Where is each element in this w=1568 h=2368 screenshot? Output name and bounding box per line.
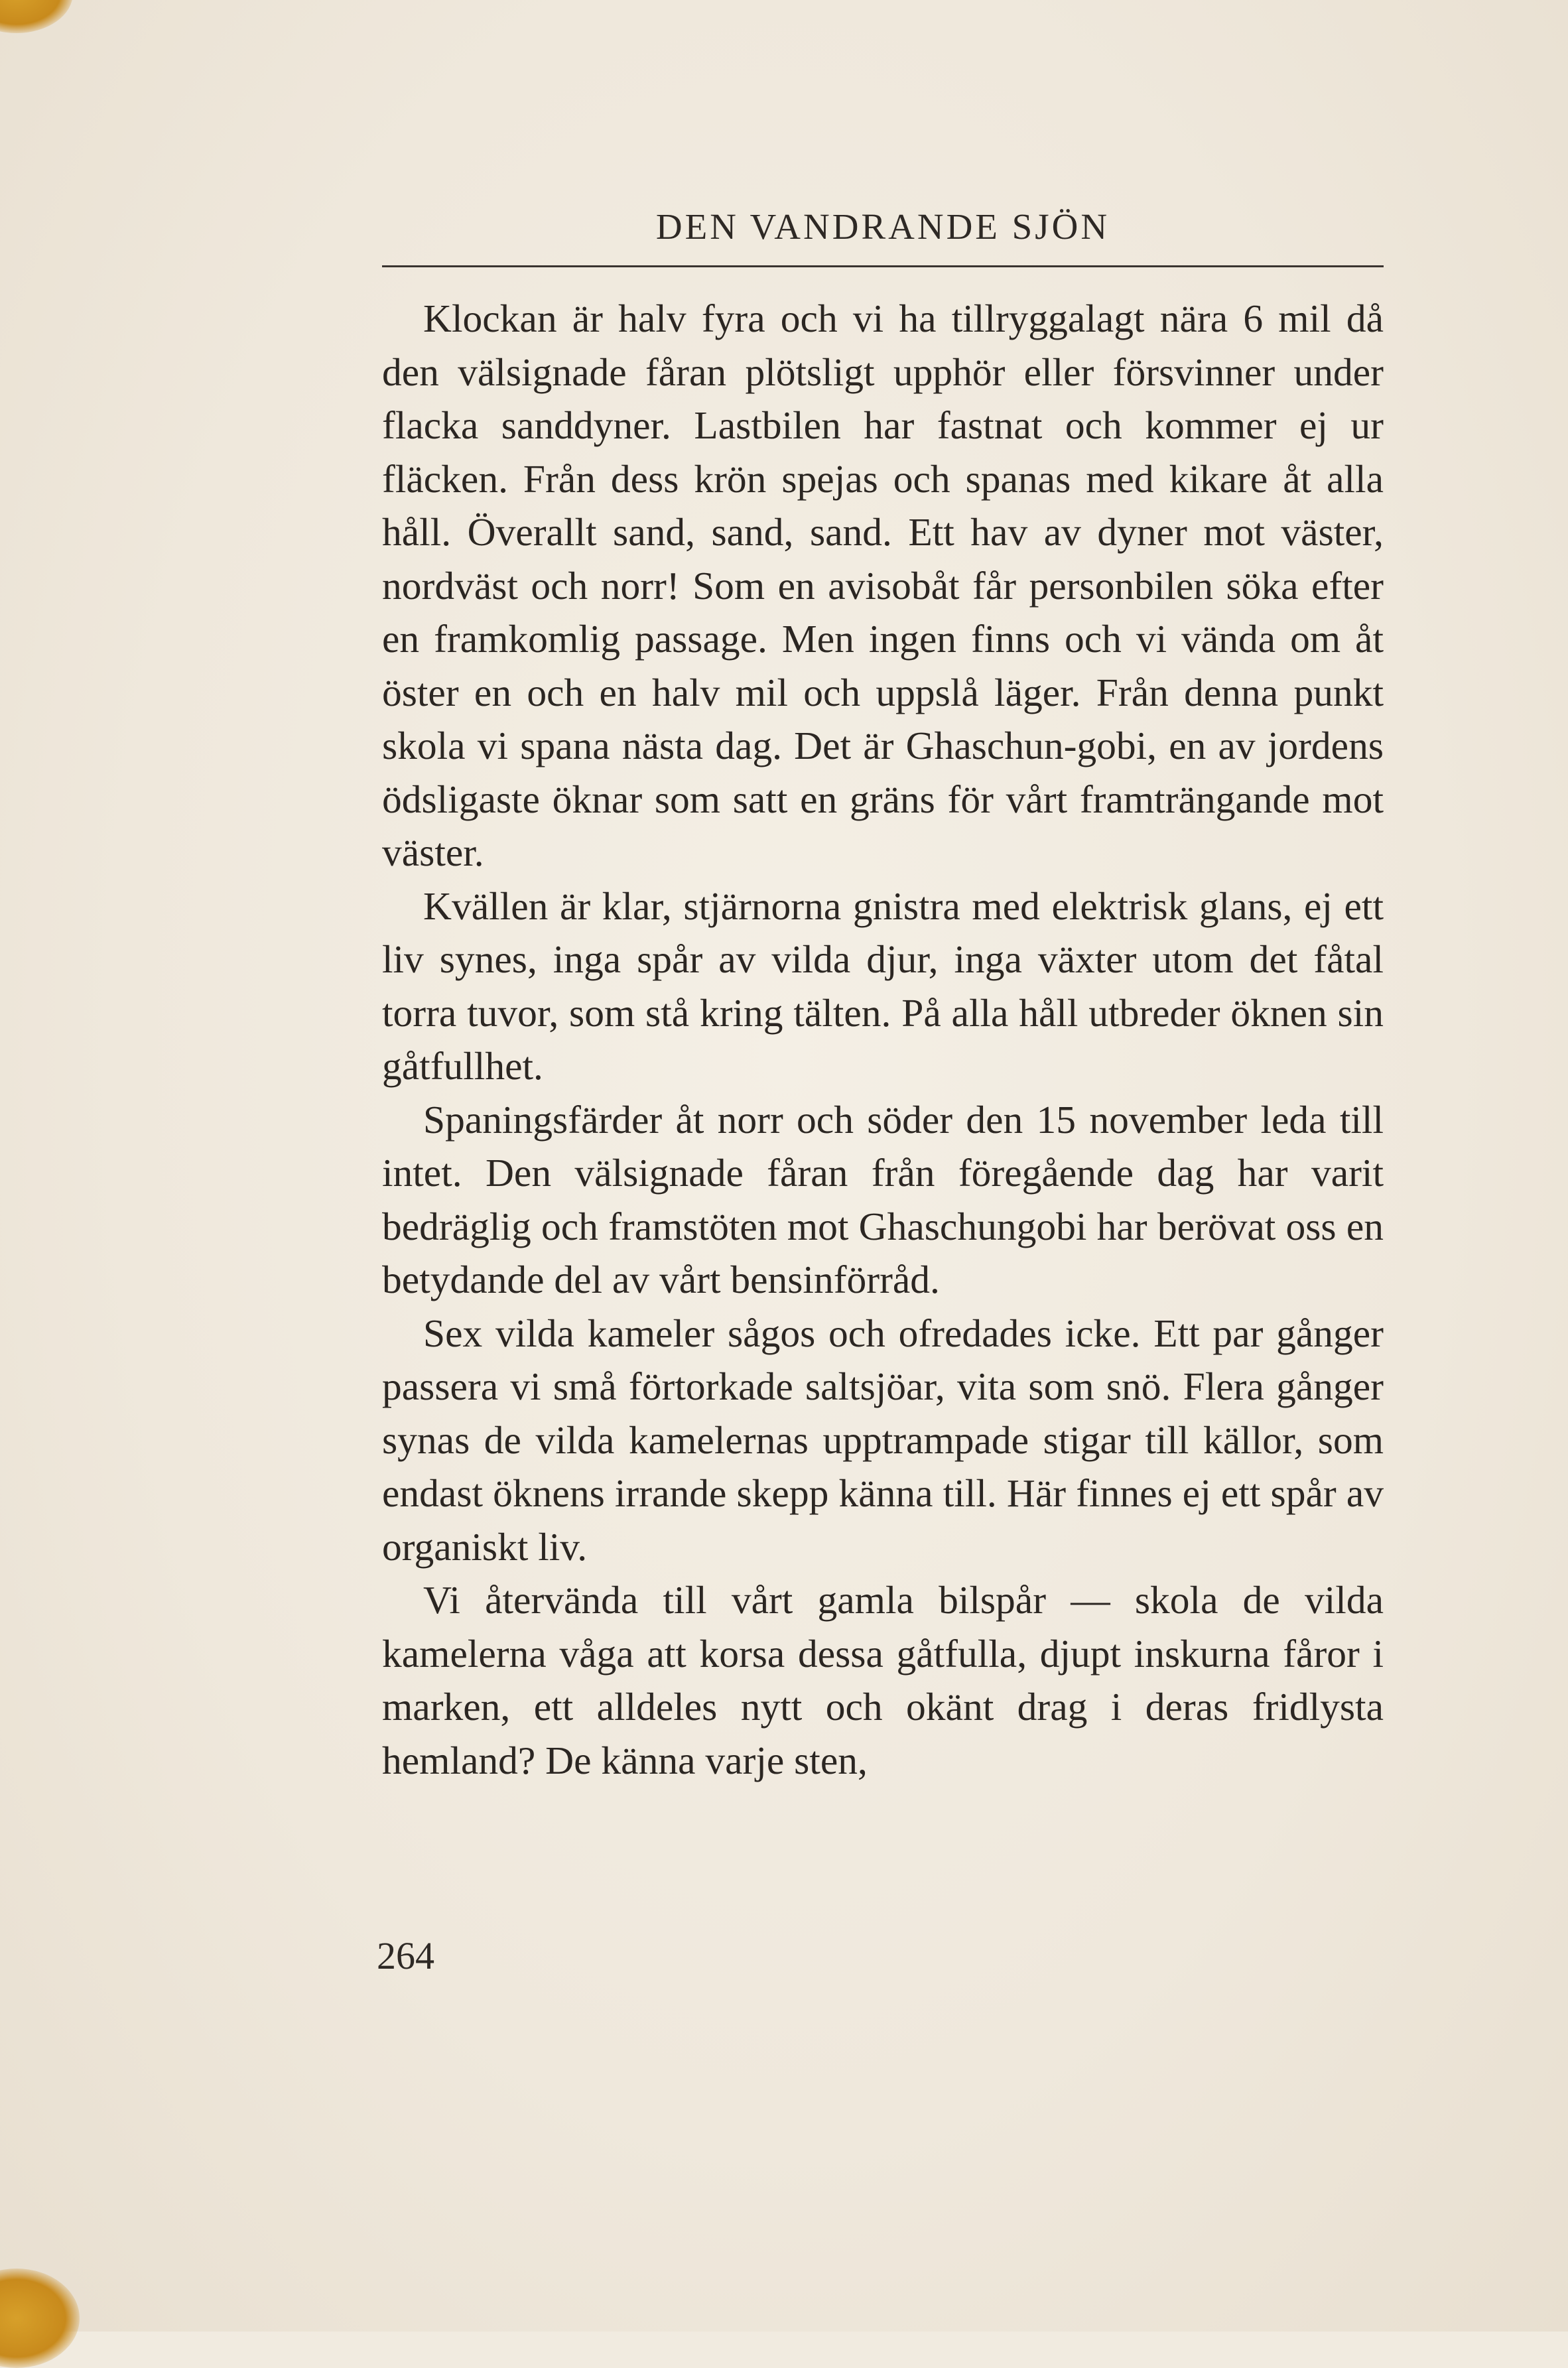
header-rule xyxy=(382,265,1384,267)
running-head: DEN VANDRANDE SJÖN xyxy=(655,206,1110,247)
paragraph-4: Sex vilda kameler sågos och ofredades icke. Ett par gånger passera vi små förtorkade saltsjöar, vita som snö. Flera gånger synas de vilda kamelernas upptrampade stigar till källor, som endast öknens irrande skepp känna till. Här finnes ej ett spår av organiskt liv. xyxy=(382,1311,1384,1569)
paragraph-5: Vi återvända till vårt gamla bilspår — skola de vilda kamelerna våga att korsa dessa gåtfulla, djupt inskurna fåror i marken, ett alldeles nytt och okänt drag i deras fridlysta hemland? De känna varje sten, xyxy=(382,1578,1384,1782)
paragraph-3: Spaningsfärder åt norr och söder den 15 november leda till intet. Den välsignade fåran från föregående dag har varit bedräglig och framstöten mot Ghaschungobi har berövat oss en betydande del av vårt bensinförråd. xyxy=(382,1097,1384,1301)
paragraph-2: Kvällen är klar, stjärnorna gnistra med elektrisk glans, ej ett liv synes, inga spår av vilda djur, inga växter utom det fåtal torra tuvor, som stå kring tälten. På alla håll utbreder öknen sin gåtfullhet. xyxy=(382,884,1384,1088)
body-text xyxy=(382,292,1384,1787)
paragraph-1: Klockan är halv fyra och vi ha tillryggalagt nära 6 mil då den välsignade fåran plötsligt upphör eller försvinner under flacka sanddyner. Lastbilen har fastnat och kommer ej ur fläcken. Från dess krön spejas och spanas med kikare åt alla håll. Överallt sand, sand, sand. Ett hav av dyner mot väster, nordväst och norr! Som en avisobåt får personbilen söka efter en framkomlig passage. Men ingen finns och vi vända om åt öster en och en halv mil och uppslå läger. Från denna punkt skola vi spana nästa dag. Det är Ghaschun-gobi, en av jordens ödsligaste öknar som satt en gräns för vårt framträngande mot väster. xyxy=(382,296,1384,874)
page-number: 264 xyxy=(377,1934,434,1977)
